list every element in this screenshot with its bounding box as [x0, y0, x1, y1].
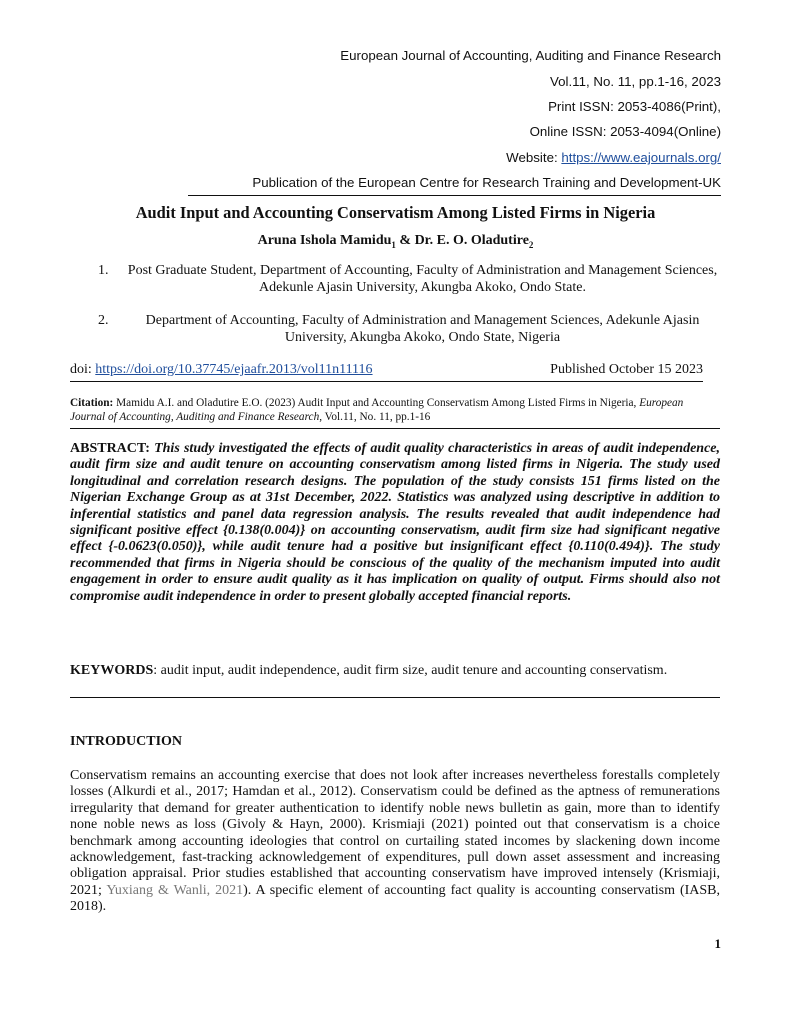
doi-rule — [70, 381, 703, 382]
abstract-label: ABSTRACT: — [70, 441, 150, 456]
author-1-marker: 1 — [391, 239, 396, 250]
author-2: Dr. E. O. Oladutire — [414, 233, 529, 248]
author-2-marker: 2 — [528, 239, 534, 250]
website-line — [506, 150, 721, 165]
print-issn: Print ISSN: 2053-4086(Print), — [548, 99, 721, 114]
author-separator: & — [395, 233, 415, 248]
citation-tail: , Vol.11, No. 11, pp.1-16 — [319, 411, 431, 423]
website-link[interactable]: https://www.eajournals.org/ — [561, 150, 721, 165]
citation-journal: European Journal of Accounting, Auditing and Finance Research — [70, 397, 684, 423]
keywords-text: : audit input, audit independence, audit firm size, audit tenure and accounting conservatism. — [153, 663, 668, 678]
doi-label: doi: — [70, 362, 96, 377]
citation-rule — [70, 428, 720, 429]
keywords-label: KEYWORDS — [70, 663, 154, 678]
article-title: Audit Input and Accounting Conservatism Among Listed Firms in Nigeria — [135, 203, 656, 222]
introduction-text: Conservatism remains an accounting exercise that does not look after increases nevertheless forestalls completely losses (Alkurdi et al., 2017; Hamdan et al., 2012). Conservatism could be defined as the aptness of remunerations irregularity that demand for greater authentication to identify noble news bulletin as gain, more than to identify none noble news as loss (Givoly & Hayn, 2000). Krismiaji (2021) pointed out that conservatism is a choice benchmark among accounting ideologies that control on curtailing stated incomes by slackening down income acknowledgement, fast-tracking acknowledgement of expenditures, pull down asset assessment and increasing obligation appraisal. Prior studies established that accounting conservatism have improved intensely (Krismiaji, 2021; — [70, 768, 720, 898]
citation — [70, 396, 720, 424]
introduction-heading: INTRODUCTION — [70, 734, 183, 749]
online-issn: Online ISSN: 2053-4094(Online) — [529, 124, 721, 139]
header-rule — [188, 195, 721, 196]
journal-name: European Journal of Accounting, Auditing and Finance Research — [340, 48, 721, 63]
author-1: Aruna Ishola Mamidu — [257, 233, 392, 248]
affiliation-text: Post Graduate Student, Department of Accounting, Faculty of Administration and Management Sciences, Adekunle Ajasin University, Akungba Akoko, Ondo State. — [127, 263, 718, 295]
affiliation-2 — [98, 312, 723, 346]
publisher-line: Publication of the European Centre for Research Training and Development-UK — [252, 175, 721, 190]
website-label: Website: — [506, 150, 562, 165]
abstract — [70, 441, 720, 605]
keywords — [70, 663, 720, 679]
introduction-body — [70, 768, 720, 916]
volume-info: Vol.11, No. 11, pp.1-16, 2023 — [549, 74, 721, 89]
keywords-rule — [70, 697, 720, 698]
page-number: 1 — [714, 936, 721, 951]
introduction-tail: ). A specific element of accounting fact quality is accounting conservatism (IASB, 2018). — [70, 882, 720, 915]
affiliation-number: 2. — [98, 313, 109, 328]
doi-link[interactable]: https://doi.org/10.37745/ejaafr.2013/vol11n11116 — [95, 362, 373, 377]
abstract-text: This study investigated the effects of audit quality characteristics in areas of audit independence, audit firm size and audit tenure on accounting conservatism among listed firms in Nigeria. The study used longitudinal and correlation research designs. The population of the study consists 151 firms listed on the Nigerian Exchange Group as at 31st December, 2022. Statistics was analyzed using descriptive in addition to inferential statistics and panel data regression analysis. The results revealed that audit independence had significant positive effect {0.138(0.004)} on accounting conservatism, audit firm size had significant negative effect {-0.0623(0.050)}, while audit tenure had a positive but insignificant effect {0.110(0.494)}. The study recommended that firms in Nigeria should be conscious of the quality of the mechanism imputed into audit engagement in order to ensure audit quality as it has implication on quality of output. Firms should also not compromise audit independence in order to present globally accepted financial reports. — [70, 441, 720, 604]
published-date: Published October 15 2023 — [550, 362, 703, 377]
citation-text: Mamidu A.I. and Oladutire E.O. (2023) Audit Input and Accounting Conservatism Among Listed Firms in Nigeria, — [116, 397, 640, 409]
affiliation-number: 1. — [98, 263, 109, 278]
affiliation-1 — [98, 262, 723, 296]
authors-line — [0, 233, 791, 250]
doi-line — [70, 362, 373, 378]
citation-label: Citation: — [70, 397, 117, 409]
introduction-gray-reference: Yuxiang & Wanli, 2021 — [106, 882, 244, 898]
affiliation-text: Department of Accounting, Faculty of Administration and Management Sciences, Adekunle Ajasin University, Akungba Akoko, Ondo State, Nigeria — [145, 313, 700, 345]
